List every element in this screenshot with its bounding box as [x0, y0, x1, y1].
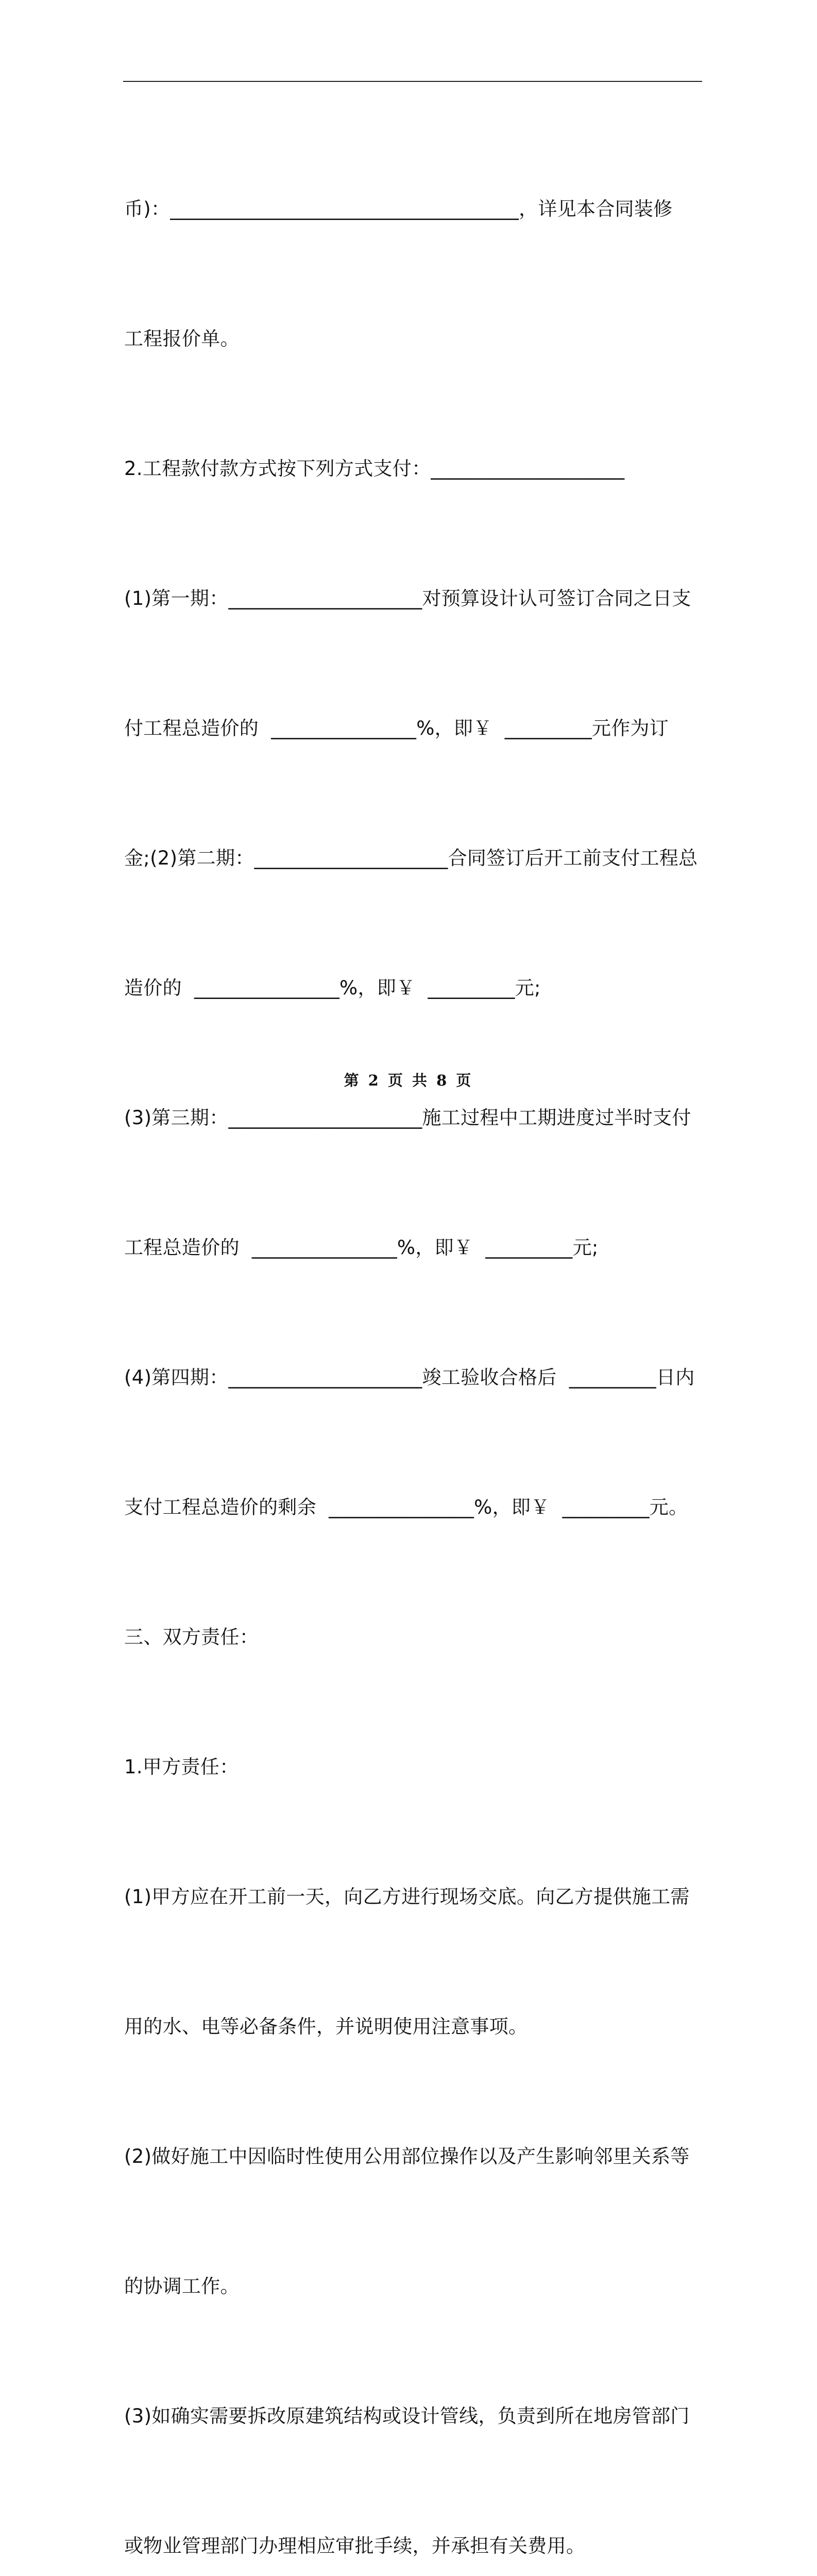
text-line: 工程报价单。 [124, 328, 240, 350]
text-line: (3)如确实需要拆改原建筑结构或设计管线，负责到所在地房管部门 [124, 2405, 690, 2427]
text-line: 的协调工作。 [124, 2275, 240, 2297]
page-footer: 第 2 页 共 8 页 [344, 1072, 473, 1089]
text-line: 支付工程总造价的剩余 _______________%，即￥ _________元。 [124, 1496, 688, 1518]
text-line: (2)做好施工中因临时性使用公用部位操作以及产生影响邻里关系等 [124, 2145, 690, 2167]
text-line: (1)甲方应在开工前一天，向乙方进行现场交底。向乙方提供施工需 [124, 1886, 690, 1908]
document-body [124, 101, 706, 2576]
section-heading: 三、双方责任： [124, 1626, 259, 1648]
text-line: 或物业管理部门办理相应审批手续，并承担有关费用。 [124, 2535, 586, 2557]
text-line: (1)第一期：____________________对预算设计认可签订合同之日支 [124, 587, 691, 609]
text-line: 工程总造价的 _______________%，即￥ _________元; [124, 1236, 599, 1259]
text-line: 2.工程款付款方式按下列方式支付：____________________ [124, 457, 625, 480]
text-line: (4)第四期：____________________竣工验收合格后 _________日内 [124, 1366, 695, 1388]
text-line: 造价的 _______________%，即￥ _________元; [124, 977, 541, 999]
text-line: 用的水、电等必备条件，并说明使用注意事项。 [124, 2015, 528, 2038]
subsection-heading: 1.甲方责任： [124, 1756, 239, 1778]
text-line: (3)第三期：____________________施工过程中工期进度过半时支付 [124, 1107, 691, 1129]
text-line: 币)：____________________________________，详见本合同装修 [124, 198, 673, 220]
header-rule [123, 81, 702, 82]
text-line: 付工程总造价的 _______________%，即￥ _________元作为订 [124, 717, 669, 739]
text-line: 金;(2)第二期：____________________合同签订后开工前支付工程总 [124, 847, 698, 869]
